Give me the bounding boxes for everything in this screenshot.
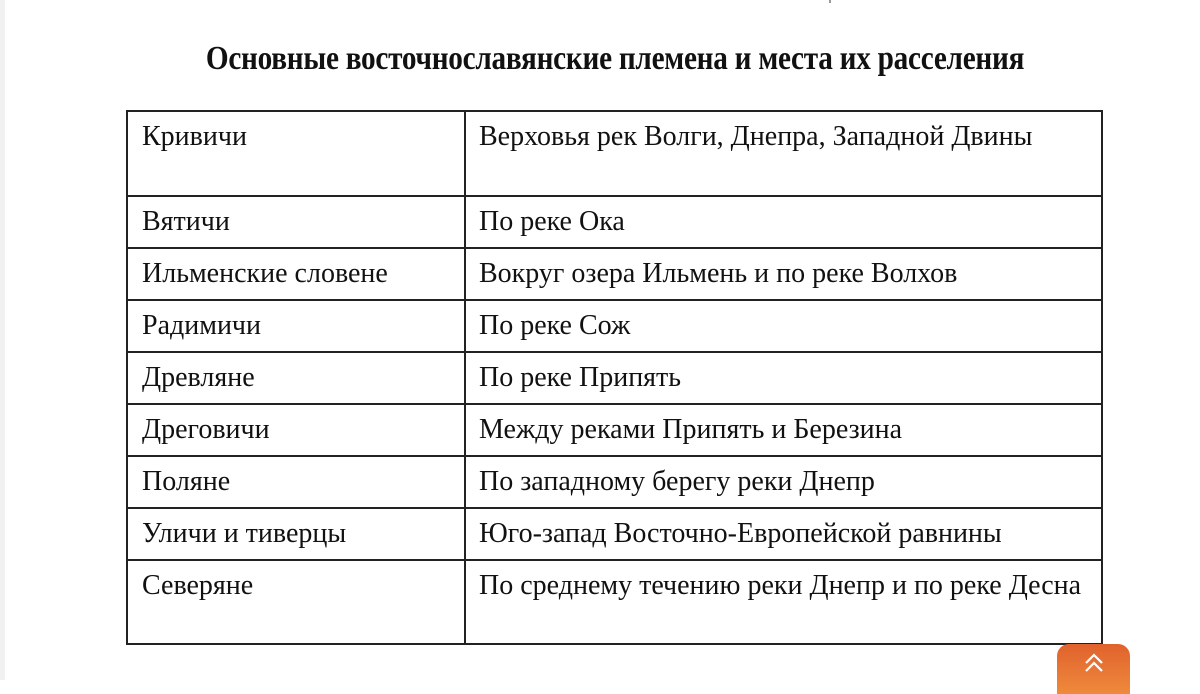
tribe-name: Уличи и тиверцы — [127, 508, 465, 560]
tribe-name: Дреговичи — [127, 404, 465, 456]
page-edge — [0, 0, 5, 680]
tribe-name: Кривичи — [127, 111, 465, 196]
tribe-settlement: Между реками Припять и Березина — [465, 404, 1102, 456]
table-row — [127, 196, 1102, 248]
table-row — [127, 456, 1102, 508]
scroll-to-top-button[interactable] — [1057, 644, 1130, 694]
tribe-settlement: Вокруг озера Ильмень и по реке Волхов — [465, 248, 1102, 300]
tribe-name: Ильменские словене — [127, 248, 465, 300]
tribe-settlement: По реке Припять — [465, 352, 1102, 404]
table-row — [127, 248, 1102, 300]
tribe-name: Древляне — [127, 352, 465, 404]
top-mark — [829, 0, 831, 3]
table-row — [127, 352, 1102, 404]
table-row — [127, 404, 1102, 456]
table-row — [127, 508, 1102, 560]
tribe-settlement: По среднему течению реки Днепр и по реке Десна — [465, 560, 1102, 644]
tribe-settlement: По реке Сож — [465, 300, 1102, 352]
table-row — [127, 560, 1102, 644]
tribe-settlement: По западному берегу реки Днепр — [465, 456, 1102, 508]
document-title: Основные восточнославянские племена и места их расселения — [205, 40, 1025, 77]
tribe-name: Поляне — [127, 456, 465, 508]
tribe-name: Вятичи — [127, 196, 465, 248]
tribe-name: Северяне — [127, 560, 465, 644]
tribes-table — [126, 110, 1103, 645]
table-row — [127, 111, 1102, 196]
tribe-name: Радимичи — [127, 300, 465, 352]
tribe-settlement: Юго-запад Восточно-Европейской равнины — [465, 508, 1102, 560]
tribe-settlement: Верховья рек Волги, Днепра, Западной Двины — [465, 111, 1102, 196]
tribe-settlement: По реке Ока — [465, 196, 1102, 248]
table-row — [127, 300, 1102, 352]
double-chevron-up-icon — [1083, 652, 1105, 674]
